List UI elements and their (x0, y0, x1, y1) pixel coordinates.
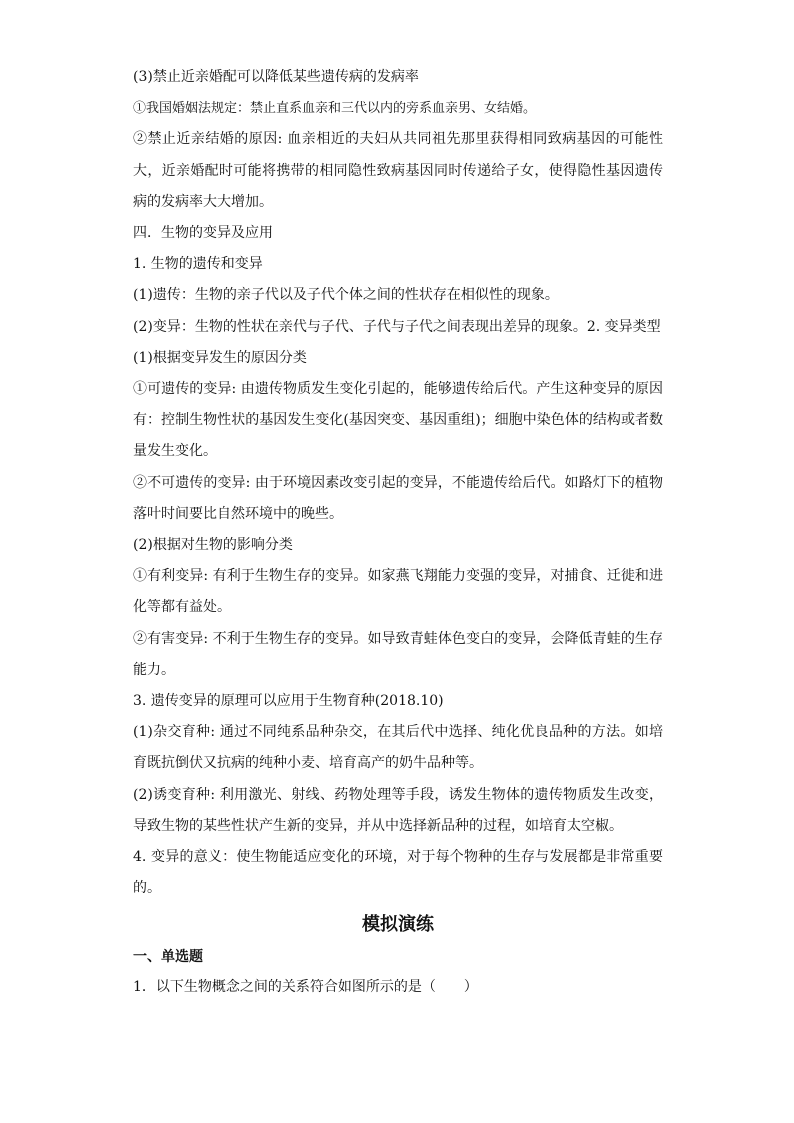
document-body (133, 62, 663, 904)
paragraph-heritable-variation: ①可遗传的变异: 由遗传物质发生变化引起的，能够遗传给后代。产生这种变异的原因有：控制生物性状的基因发生变化(基因突变、基因重组)；细胞中染色体的结构或者数量发生变化。 (133, 381, 663, 460)
section-heading-variation: 四．生物的变异及应用 (133, 225, 273, 242)
paragraph-ban-consanguineous-heading: (3)禁止近亲婚配可以降低某些遗传病的发病率 (133, 69, 419, 85)
paragraph-breeding-application: 3. 遗传变异的原理可以应用于生物育种(2018.10) (133, 693, 444, 710)
paragraph-heredity-definition: (1)遗传：生物的亲子代以及子代个体之间的性状存在相似性的现象。 (133, 287, 559, 304)
paragraph-heredity-variation-title: 1. 生物的遗传和变异 (133, 256, 263, 273)
question-1: 1．以下生物概念之间的关系符合如图所示的是（ ） (133, 979, 478, 995)
paragraph-classify-by-effect: (2)根据对生物的影响分类 (133, 537, 293, 554)
paragraph-variation-definition: (2)变异：生物的性状在亲代与子代、子代与子代之间表现出差异的现象。2. 变异类型 (133, 318, 661, 335)
exercise-section (133, 910, 663, 1000)
paragraph-classify-by-cause: (1)根据变异发生的原因分类 (133, 349, 307, 366)
paragraph-nonheritable-variation: ②不可遗传的变异: 由于环境因素改变引起的变异，不能遗传给后代。如路灯下的植物落叶时间要比自然环境中的晚些。 (133, 474, 663, 522)
paragraph-harmful-variation: ②有害变异: 不利于生物生存的变异。如导致青蛙体色变白的变异，会降低青蛙的生存能力。 (133, 630, 663, 678)
paragraph-ban-reason: ②禁止近亲结婚的原因: 血亲相近的夫妇从共同祖先那里获得相同致病基因的可能性大，近亲婚配时可能将携带的相同隐性致病基因同时传递给子女，使得隐性基因遗传病的发病率大大增加。 (133, 131, 663, 210)
paragraph-beneficial-variation: ①有利变异: 有利于生物生存的变异。如家燕飞翔能力变强的变异，对捕食、迁徙和进化等都有益处。 (133, 568, 663, 616)
subsection-title: 一、单选题 (133, 949, 203, 965)
section-title: 模拟演练 (362, 914, 434, 935)
paragraph-mutation-breeding: (2)诱变育种: 利用激光、射线、药物处理等手段，诱发生物体的遗传物质发生改变，导致生物的某些性状产生新的变异，并从中选择新品种的过程，如培育太空椒。 (133, 786, 663, 834)
paragraph-hybrid-breeding: (1)杂交育种: 通过不同纯系品种杂交，在其后代中选择、纯化优良品种的方法。如培育既抗倒伏又抗病的纯种小麦、培育高产的奶牛品种等。 (133, 724, 663, 772)
paragraph-variation-significance: 4. 变异的意义：使生物能适应变化的环境，对于每个物种的生存与发展都是非常重要的。 (133, 849, 663, 897)
paragraph-marriage-law: ①我国婚姻法规定：禁止直系血亲和三代以内的旁系血亲男、女结婚。 (133, 101, 537, 117)
